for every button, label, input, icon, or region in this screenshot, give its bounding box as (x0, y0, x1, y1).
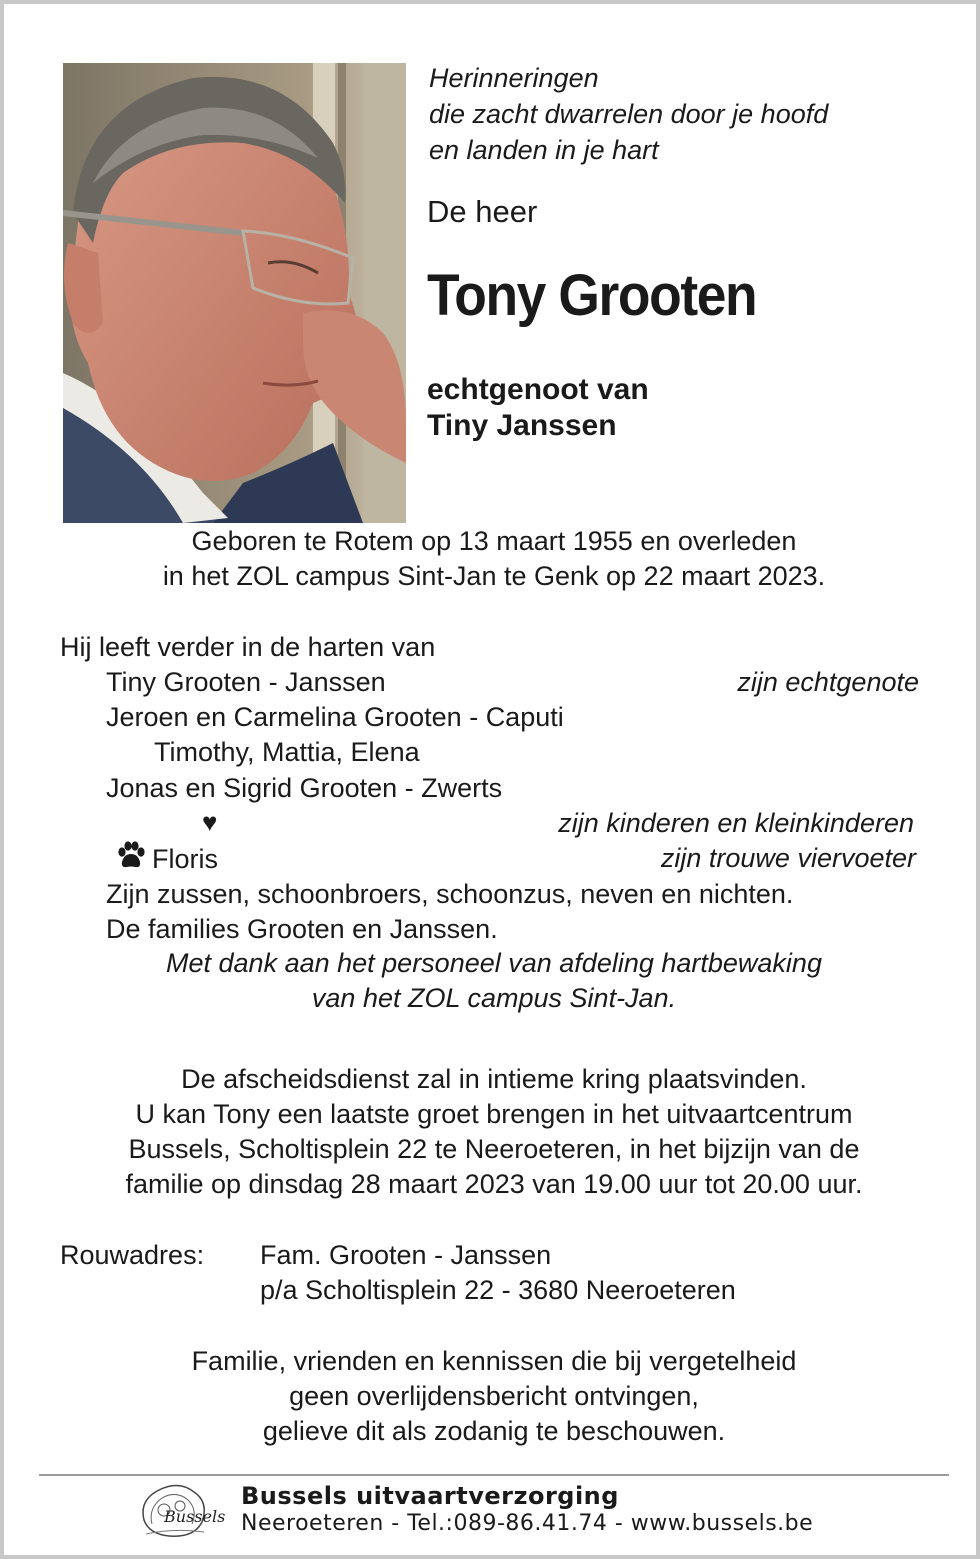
survivor-pet-role: zijn trouwe viervoeter (660, 843, 916, 873)
mourning-address-label: Rouwadres: (60, 1240, 205, 1270)
company-contact: Neeroeteren - Tel.:089-86.41.74 - www.bussels.be (241, 1511, 814, 1536)
footer-divider (39, 1474, 949, 1476)
thanks-line: van het ZOL campus Sint-Jan. (311, 983, 677, 1013)
closing-line: geen overlijdensbericht ontvingen, (289, 1381, 699, 1411)
spouse-name: Tiny Janssen (427, 409, 617, 442)
service-line: familie op dinsdag 28 maart 2023 van 19.00 uur tot 20.00 uur. (125, 1169, 863, 1199)
company-name: Bussels uitvaartverzorging (241, 1482, 619, 1510)
closing-note (44, 1344, 944, 1449)
svg-text:Bussels: Bussels (164, 1507, 226, 1526)
survivors-intro: Hij leeft verder in de harten van (60, 632, 436, 662)
survivor-spouse-role: zijn echtgenote (737, 667, 919, 697)
birth-death-line: in het ZOL campus Sint-Jan te Genk op 22 maart 2023. (162, 561, 826, 591)
poem-line: en landen in je hart (429, 135, 659, 165)
title-prefix: De heer (427, 194, 538, 229)
service-line: Bussels, Scholtisplein 22 te Neeroeteren, in het bijzijn van de (128, 1134, 860, 1164)
memorial-poem (429, 60, 828, 168)
survivor-grandchildren: Timothy, Mattia, Elena (154, 737, 420, 767)
mourning-address-line-1: Fam. Grooten - Janssen (260, 1240, 552, 1270)
survivor-families: De families Grooten en Janssen. (106, 914, 498, 944)
thanks-text (44, 946, 944, 1016)
service-info (44, 1062, 944, 1202)
survivor-siblings: Zijn zussen, schoonbroers, schoonzus, neven en nichten. (106, 879, 794, 909)
survivor-child-2: Jonas en Sigrid Grooten - Zwerts (106, 773, 503, 803)
survivor-pet (116, 841, 218, 878)
birth-death-line: Geboren te Rotem op 13 maart 1955 en overleden (191, 526, 797, 556)
survivor-child-1: Jeroen en Carmelina Grooten - Caputi (106, 702, 564, 732)
birth-death-text (44, 524, 944, 594)
paw-icon (116, 841, 146, 878)
poem-line: die zacht dwarrelen door je hoofd (429, 99, 829, 129)
service-line: U kan Tony een laatste groet brengen in het uitvaartcentrum (135, 1099, 853, 1129)
heart-icon: ♥ (202, 807, 218, 837)
portrait-photo (63, 63, 406, 523)
closing-line: gelieve dit als zodanig te beschouwen. (262, 1416, 726, 1446)
survivor-children-role: zijn kinderen en kleinkinderen (558, 808, 914, 838)
closing-line: Familie, vrienden en kennissen die bij vergetelheid (191, 1346, 797, 1376)
thanks-line: Met dank aan het personeel van afdeling hartbewaking (166, 948, 822, 978)
mourning-address-line-2: p/a Scholtisplein 22 - 3680 Neeroeteren (260, 1275, 736, 1305)
spouse-info (427, 372, 649, 444)
deceased-name: Tony Grooten (427, 263, 757, 328)
bussels-logo (134, 1480, 229, 1540)
service-line: De afscheidsdienst zal in intieme kring plaatsvinden. (181, 1064, 807, 1094)
pet-name: Floris (152, 844, 218, 874)
poem-line: Herinneringen (429, 63, 599, 93)
spouse-relation: echtgenoot van (427, 373, 649, 406)
survivor-spouse-name: Tiny Grooten - Janssen (106, 667, 386, 697)
